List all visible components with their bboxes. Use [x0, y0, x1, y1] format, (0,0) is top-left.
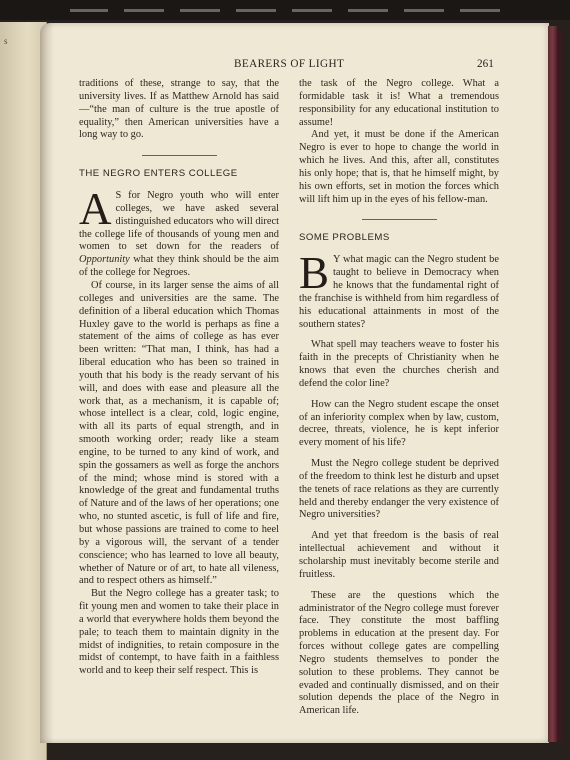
scan-dash: [180, 9, 220, 12]
paragraph-huxley-quote: Of course, in its larger sense the aims of all colleges and universities are the same. The definition of a liberal education which Thomas Huxley gave to the world is perhaps as fine a statement of the aims of college as has ever been written: “That man, I think, has had a liberal education who has been so trained in youth that his body is the ready servant of his will, and does with ease and pleasure all the work that, as a mechanism, it is capable of; whose intellect is a clear, cold, logic engine, with all its parts of equal strength, and in smooth working order; ready like a steam engine, to be turned to any kind of work, and spin the gossamers as well as forge the anchors of the mind; whose mind is stored with a knowledge of the great and fundamental truths of Nature and of the laws of her operations; one who, no stunted ascetic, is full of life and fire, but whose passions are trained to come to heel by a vigorous will, the servant of a tender conscience; who has learned to love all beauty, whether of Nature or of art, to hate all vileness, and to respect others as himself.”: [79, 279, 279, 587]
page-number: 261: [477, 58, 494, 70]
paragraph-text: Y what magic can the Negro student be taught to believe in Democracy when he knows that the fundamental right of the franchise is withheld from him regardless of his educational attainments in most of the southern states?: [299, 254, 499, 330]
section-heading-negro-enters-college: THE NEGRO ENTERS COLLEGE: [79, 168, 238, 180]
book-cover-edge-dark: [557, 30, 562, 740]
book-cover-edge: [548, 26, 557, 742]
gutter-shadow: [40, 23, 54, 743]
scan-dash: [70, 9, 108, 12]
paragraph-question: How can the Negro student escape the onset of an inferiority complex when by law, custom, decree, threats, violence, he is kept inferior every moment of his life?: [299, 398, 499, 449]
running-head: BEARERS OF LIGHT: [234, 58, 345, 70]
paragraph-question: Must the Negro college student be deprived of the freedom to think lest he disturb and upset the tenets of race relations as they are currently held and thereby endanger the very existence of Negro universities?: [299, 458, 499, 521]
paragraph-text: what they think should be the aim of the college for Negroes.: [79, 254, 279, 279]
paragraph-with-dropcap: [299, 248, 499, 331]
scan-top-border: [0, 0, 570, 20]
paragraph-text: S for Negro youth who will enter colleges, we have asked several distinguished educators who will direct the college life of thousands of young men and women to set down for the readers of: [79, 190, 279, 253]
italic-title: Opportunity: [79, 254, 130, 266]
scan-dash: [348, 9, 388, 12]
dropcap-letter: B: [299, 248, 330, 299]
intro-paragraph: traditions of these, strange to say, that the university lives. If as Matthew Arnold has said—“the man of culture is the true apostle of equality,” then American universities have a long way to go.: [79, 78, 279, 141]
scan-dash: [124, 9, 164, 12]
scan-dash: [404, 9, 444, 12]
scan-dash: [292, 9, 332, 12]
left-column: [79, 78, 279, 678]
section-heading-some-problems: SOME PROBLEMS: [299, 232, 390, 244]
section-divider: [362, 219, 437, 220]
paragraph-with-dropcap: [79, 184, 279, 280]
section-divider: [142, 155, 217, 156]
paragraph-task: the task of the Negro college. What a formidable task it is! What a tremendous responsibility for any educational institution to assume!: [299, 78, 499, 128]
paragraph-question: What spell may teachers weave to foster his faith in the precepts of Christianity when he knows that even the churches cherish and defend the color line?: [299, 339, 499, 389]
previous-page-mark: s: [4, 36, 8, 46]
paragraph-freedom: And yet that freedom is the basis of real intellectual achievement and without it scholarship must inevitably become sterile and fruitless.: [299, 530, 499, 580]
right-column: [299, 78, 499, 718]
paragraph-greater-task: But the Negro college has a greater task; to fit young men and women to take their place in a world that everywhere holds them beyond the pale; to teach them to maintain dignity in the midst of indignities, to retain composure in the midst of contempt, to have faith in a faithless world and to keep their self respect. This is: [79, 588, 279, 677]
paragraph-conclusion: These are the questions which the administrator of the Negro college must forever face. They constitute the most baffling problems in education at the present day. For forces without college gates are compelling Negro students themselves to ponder the solution to these problems. They cannot be evaded and continually dismissed, and on their solution depends the place of the Negro in American life.: [299, 589, 499, 717]
dropcap-letter: A: [79, 184, 112, 235]
scan-dash: [460, 9, 500, 12]
paragraph-and-yet: And yet, it must be done if the American Negro is ever to hope to change the world in which he lives. And this, after all, constitutes his only hope; that is, that he himself might, by his own efforts, set in motion the forces which will lift him up in the eyes of his fellow-man.: [299, 129, 499, 205]
scan-dash: [236, 9, 276, 12]
